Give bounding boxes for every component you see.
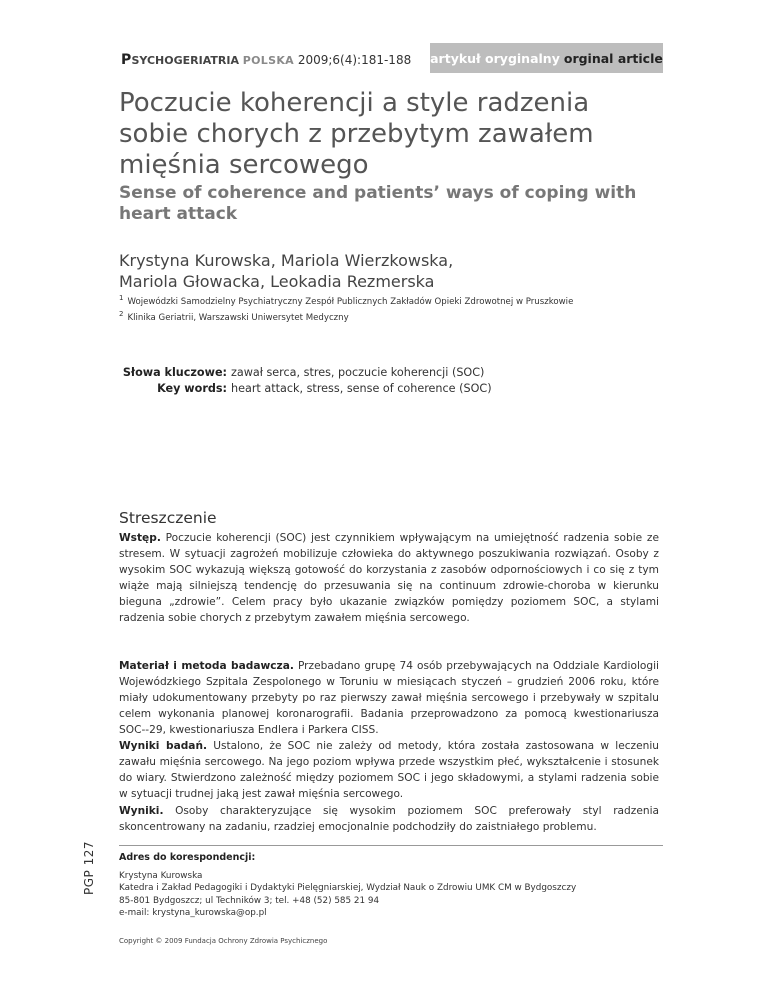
section-text: Ustalono, że SOC nie zależy od metody, która została zastosowana w leczeniu zawału mięśnia sercowego. Na jego poziom wpływa przede wszystkim płeć, wykształcenie i stosunek do wiary. Stwierdzono zależność między poziomem SOC i jego składowymi, a stylami radzenia sobie w sytuacji trudnej jaką jest zawał mięśnia sercowego.	[119, 740, 659, 800]
abstract-methods	[119, 658, 659, 738]
journal-name-part3: POLSKA	[242, 54, 294, 67]
affiliation-number: 1	[119, 294, 124, 302]
abstract-conclusions	[119, 803, 659, 835]
article-title: Poczucie koherencji a style radzenia sobie chorych z przebytym zawałem mięśnia sercowego	[119, 88, 594, 180]
affiliation-2	[119, 308, 679, 324]
article-subtitle: Sense of coherence and patients’ ways of coping with heart attack	[119, 183, 637, 224]
keywords-en	[119, 381, 492, 397]
section-text: Osoby charakteryzujące się wysokim poziomem SOC preferowały styl radzenia skoncentrowany na zadaniu, rzadziej emocjonalnie podchodziły do zaistniałego problemu.	[119, 805, 660, 833]
affiliation-text: Klinika Geriatrii, Warszawski Uniwersytet Medyczny	[127, 312, 349, 323]
section-label: Wstęp.	[119, 532, 161, 544]
section-text: Poczucie koherencji (SOC) jest czynnikiem wpływającym na umiejętność radzenia sobie ze stresem. W sytuacji zagrożeń mobilizuje człowieka do aktywnego poszukiwania rozwiązań. Osoby z wysokim SOC wykazują większą gotowość do korzystania z zasobów odpornościowych i co się z tym wiąże mają silniejszą tendencję do przesuwania się na continuum zdrowie-choroba w kierunku bieguna „zdrowie”. Celem pracy było ukazanie związków pomiędzy poziomem SOC, a stylami radzenia sobie chorych z przebytym zawałem mięśnia sercowego.	[119, 532, 659, 624]
affiliation-1	[119, 292, 679, 308]
correspondence-block	[119, 852, 679, 920]
authors-line-1: Krystyna Kurowska, Mariola Wierzkowska,	[119, 251, 454, 270]
abstract-heading: Streszczenie	[119, 509, 217, 527]
journal-name-part2: GERIATRIA	[173, 54, 239, 67]
article-type-pl: artykuł oryginalny	[430, 50, 560, 66]
article-type-en: orginal article	[563, 50, 663, 66]
authors	[119, 250, 639, 292]
affiliation-text: Wojewódzki Samodzielny Psychiatryczny Zespół Publicznych Zakładów Opieki Zdrowotnej w Pruszkowie	[127, 296, 574, 307]
correspondence-email: e-mail: krystyna_kurowska@op.pl	[119, 908, 267, 918]
correspondence-address-2: 85-801 Bydgoszcz; ul Techników 3; tel. +48 (52) 585 21 94	[119, 895, 380, 906]
abstract-introduction	[119, 530, 659, 626]
abstract-results	[119, 738, 659, 802]
keywords-pl-label: Słowa kluczowe:	[122, 366, 227, 379]
section-label: Materiał i metoda badawcza.	[119, 660, 294, 672]
section-text: Przebadano grupę 74 osób przebywających na Oddziale Kardiologii Wojewódzkiego Szpitala Zespolonego w Toruniu w miesiącach styczeń – grudzień 2006 roku, które miały udokumentowany przebyty po raz pierwszy zawał mięśnia sercowego i przebywały w szpitalu celem wykonania planowej koronarografii. Badania przeprowadzono za pomocą kwestionariusza SOC--29, kwestionariusza Endlera i Parkera CISS.	[119, 660, 659, 736]
keywords-en-value: heart attack, stress, sense of coherence (SOC)	[231, 382, 492, 395]
correspondence-name: Krystyna Kurowska	[119, 870, 203, 881]
section-label: Wyniki badań.	[119, 740, 208, 752]
copyright-notice: Copyright © 2009 Fundacja Ochrony Zdrowia Psychicznego	[119, 937, 328, 945]
journal-citation: 2009;6(4):181-188	[297, 53, 412, 67]
correspondence-heading: Adres do korespondencji:	[119, 852, 256, 863]
section-label: Wyniki.	[119, 805, 164, 817]
affiliations	[119, 292, 679, 324]
keywords-en-label: Key words:	[157, 382, 227, 395]
keywords-block	[119, 365, 492, 397]
page-side-label: PGP 127	[82, 841, 96, 895]
correspondence-address-1: Katedra i Zakład Pedagogiki i Dydaktyki Pielęgniarskiej, Wydział Nauk o Zdrowiu UMK CM w Bydgoszczy	[119, 883, 577, 893]
journal-name-part1: SYCHO	[131, 54, 174, 67]
keywords-pl-value: zawał serca, stres, poczucie koherencji (SOC)	[231, 366, 485, 379]
authors-line-2: Mariola Głowacka, Leokadia Rezmerska	[119, 272, 435, 291]
journal-initial: P	[121, 52, 132, 68]
article-type-badge	[430, 43, 663, 73]
correspondence-divider	[119, 845, 663, 846]
journal-header	[121, 52, 411, 68]
keywords-pl	[119, 365, 492, 381]
affiliation-number: 2	[119, 309, 124, 318]
